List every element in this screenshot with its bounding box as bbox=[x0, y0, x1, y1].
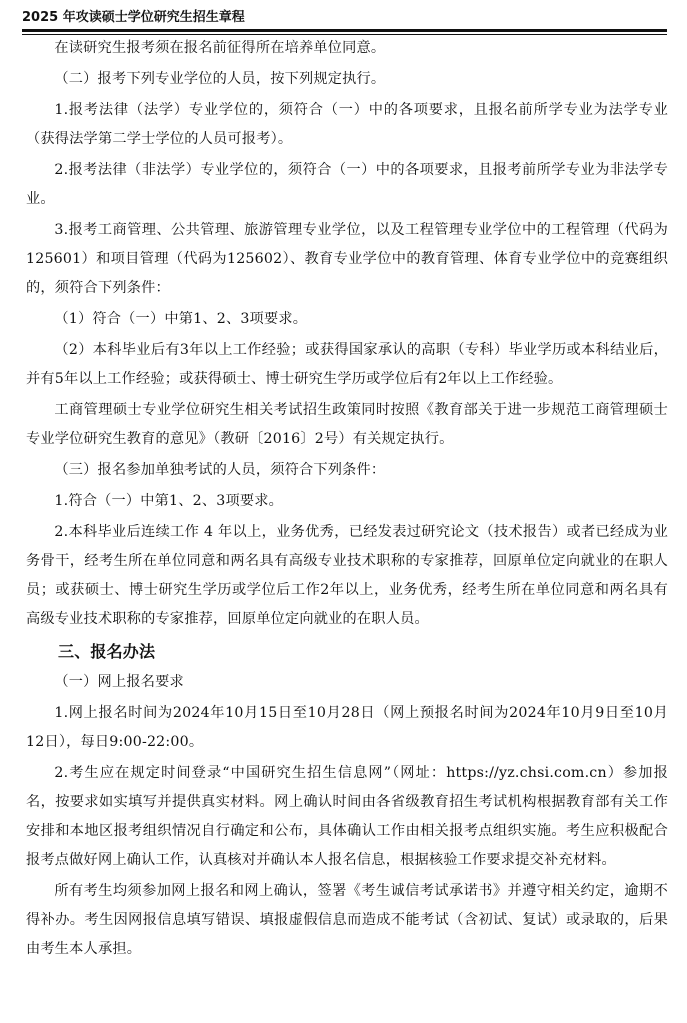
paragraph-all-candidates: 所有考生均须参加网上报名和网上确认，签署《考生诚信考试承诺书》并遵守相关约定，逾期不得补办。考生因网报信息填写错误、填报虚假信息而造成不能考试（含初试、复试）或录取的，后果由考生本人承担。 bbox=[26, 883, 668, 957]
paragraph-online-registration-title: （一）网上报名要求 bbox=[54, 674, 184, 690]
paragraph-condition-1: （1）符合（一）中第1、2、3项要求。 bbox=[54, 311, 308, 327]
paragraph-law-major: 1.报考法律（法学）专业学位的，须符合（一）中的各项要求，且报名前所学专业为法学专业（获得法学第二学士学位的人员可报考）。 bbox=[26, 102, 668, 147]
paragraph-in-school-students: 在读研究生报考须在报名前征得所在培养单位同意。 bbox=[54, 40, 386, 56]
paragraph-subsection-2-title: （二）报考下列专业学位的人员，按下列规定执行。 bbox=[54, 71, 386, 87]
paragraph-management-degrees: 3.报考工商管理、公共管理、旅游管理专业学位，以及工程管理专业学位中的工程管理（代码为125601）和项目管理（代码为125602）、教育专业学位中的教育管理、体育专业学位中的竞赛组织的，须符合下列条件： bbox=[26, 222, 668, 296]
section-heading-registration: 三、报名办法 bbox=[58, 642, 156, 661]
document-body bbox=[26, 34, 668, 964]
page-header-title: 2025 年攻读硕士学位研究生招生章程 bbox=[22, 10, 245, 25]
paragraph-condition-2: （2）本科毕业后有3年以上工作经验；或获得国家承认的高职（专科）毕业学历或本科结业后，并有5年以上工作经验；或获得硕士、博士研究生学历或学位后有2年以上工作经验。 bbox=[26, 342, 668, 387]
paragraph-registration-time: 1.网上报名时间为2024年10月15日至10月28日（网上预报名时间为2024年10月9日至10月12日），每日9:00-22:00。 bbox=[26, 705, 668, 750]
paragraph-mba-policy: 工商管理硕士专业学位研究生相关考试招生政策同时按照《教育部关于进一步规范工商管理硕士专业学位研究生教育的意见》（教研〔2016〕2号）有关规定执行。 bbox=[26, 402, 668, 447]
paragraph-single-exam-2: 2.本科毕业后连续工作 4 年以上，业务优秀，已经发表过研究论文（技术报告）或者已经成为业务骨干，经考生所在单位同意和两名具有高级专业技术职称的专家推荐，回原单位定向就业的在职人员；或获硕士、博士研究生学历或学位后工作2年以上，业务优秀，经考生所在单位同意和两名具有高级专业技术职称的专家推荐，回原单位定向就业的在职人员。 bbox=[26, 524, 668, 627]
paragraph-single-exam-1: 1.符合（一）中第1、2、3项要求。 bbox=[54, 493, 284, 509]
header-rule-thick bbox=[22, 29, 667, 32]
paragraph-subsection-3-title: （三）报名参加单独考试的人员，须符合下列条件： bbox=[54, 462, 386, 478]
paragraph-law-non-major: 2.报考法律（非法学）专业学位的，须符合（一）中的各项要求，且报考前所学专业为非法学专业。 bbox=[26, 162, 668, 207]
paragraph-registration-procedure: 2.考生应在规定时间登录“中国研究生招生信息网”（网址：https://yz.chsi.com.cn）参加报名，按要求如实填写并提供真实材料。网上确认时间由各省级教育招生考试机构根据教育部有关工作安排和本地区报考组织情况自行确定和公布，具体确认工作由相关报考点组织实施。考生应积极配合报考点做好网上确认工作，认真核对并确认本人报名信息，根据核验工作要求提交补充材料。 bbox=[26, 765, 668, 868]
